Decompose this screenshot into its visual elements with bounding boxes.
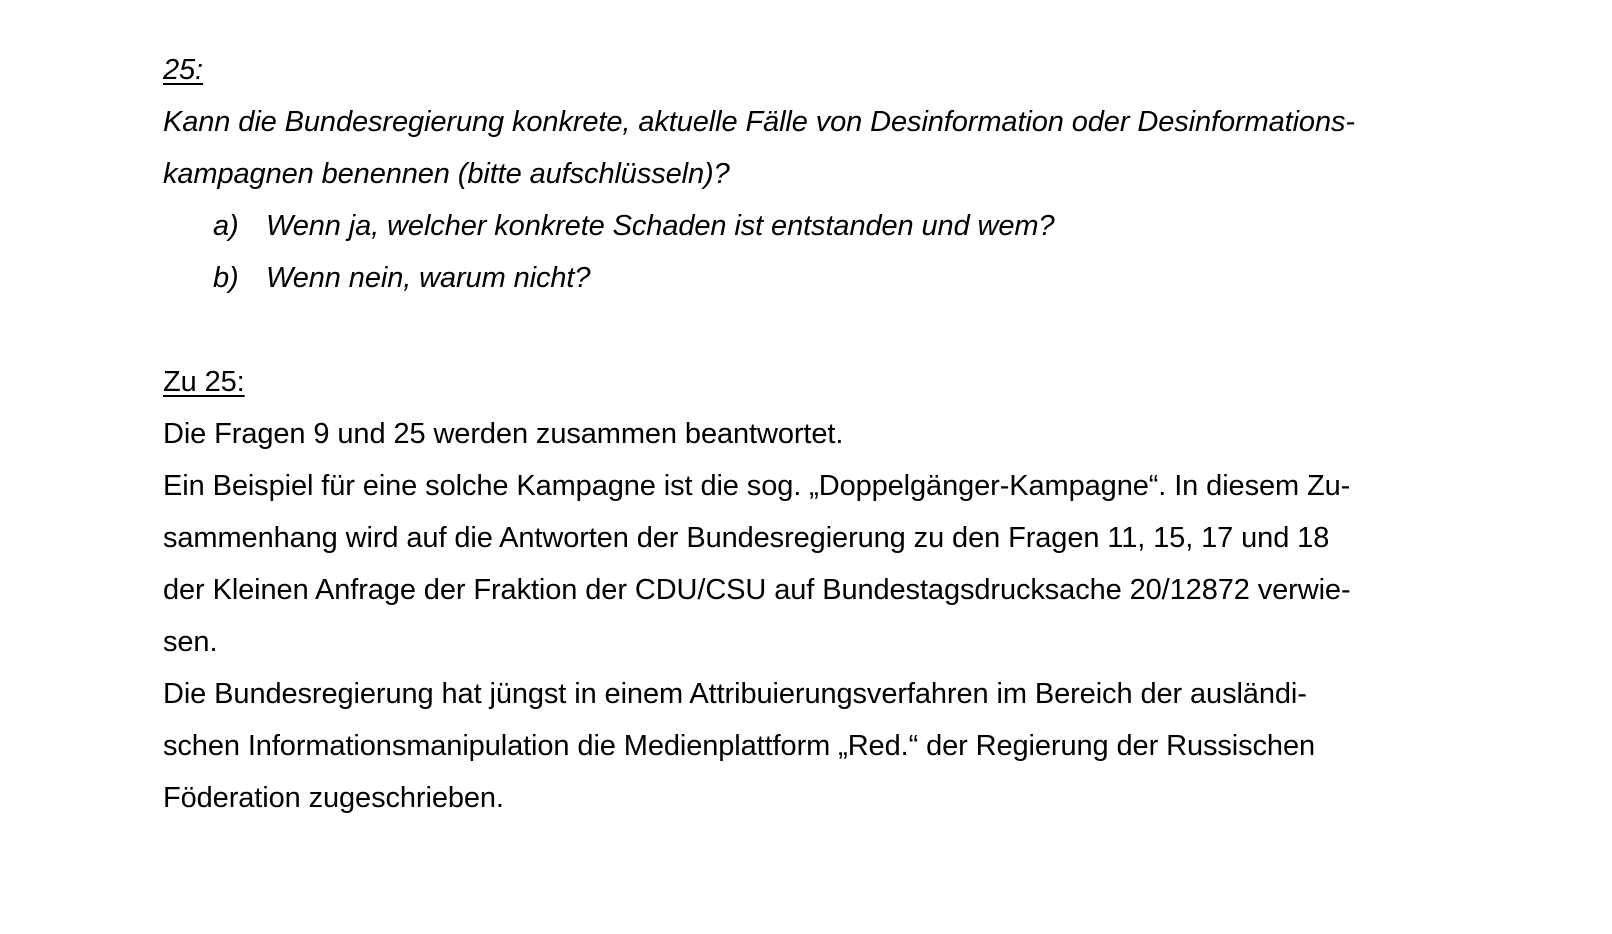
answer-heading: Zu 25:	[163, 366, 245, 398]
answer-line-8: Föderation zugeschrieben.	[163, 782, 504, 814]
question-text-line-1: Kann die Bundesregierung konkrete, aktuelle Fälle von Desinformation oder Desinformations-	[163, 106, 1355, 138]
list-marker-a: a)	[213, 210, 239, 242]
answer-line-5: sen.	[163, 626, 218, 658]
answer-line-4: der Kleinen Anfrage der Fraktion der CDU/CSU auf Bundestagsdrucksache 20/12872 verwie-	[163, 574, 1351, 606]
question-subitem-a	[163, 200, 1463, 252]
answer-heading-line	[163, 356, 1463, 408]
question-subitem-b	[163, 252, 1463, 304]
answer-line-7: schen Informationsmanipulation die Medienplattform „Red.“ der Regierung der Russischen	[163, 730, 1315, 762]
answer-line-2: Ein Beispiel für eine solche Kampagne ist die sog. „Doppelgänger-Kampagne“. In diesem Zu-	[163, 470, 1351, 502]
question-heading: 25:	[163, 54, 204, 86]
answer-line-3: sammenhang wird auf die Antworten der Bundesregierung zu den Fragen 11, 15, 17 und 18	[163, 522, 1330, 554]
question-text-line-2: kampagnen benennen (bitte aufschlüsseln)?	[163, 158, 730, 190]
document-page	[163, 44, 1463, 824]
paragraph-spacer	[163, 304, 1463, 356]
list-text-b: Wenn nein, warum nicht?	[266, 262, 591, 294]
list-text-a: Wenn ja, welcher konkrete Schaden ist entstanden und wem?	[266, 210, 1055, 242]
list-marker-b: b)	[213, 262, 239, 294]
answer-line-6: Die Bundesregierung hat jüngst in einem Attribuierungsverfahren im Bereich der ausländi-	[163, 678, 1307, 710]
question-heading-line	[163, 44, 1463, 96]
answer-line-1: Die Fragen 9 und 25 werden zusammen beantwortet.	[163, 418, 844, 450]
